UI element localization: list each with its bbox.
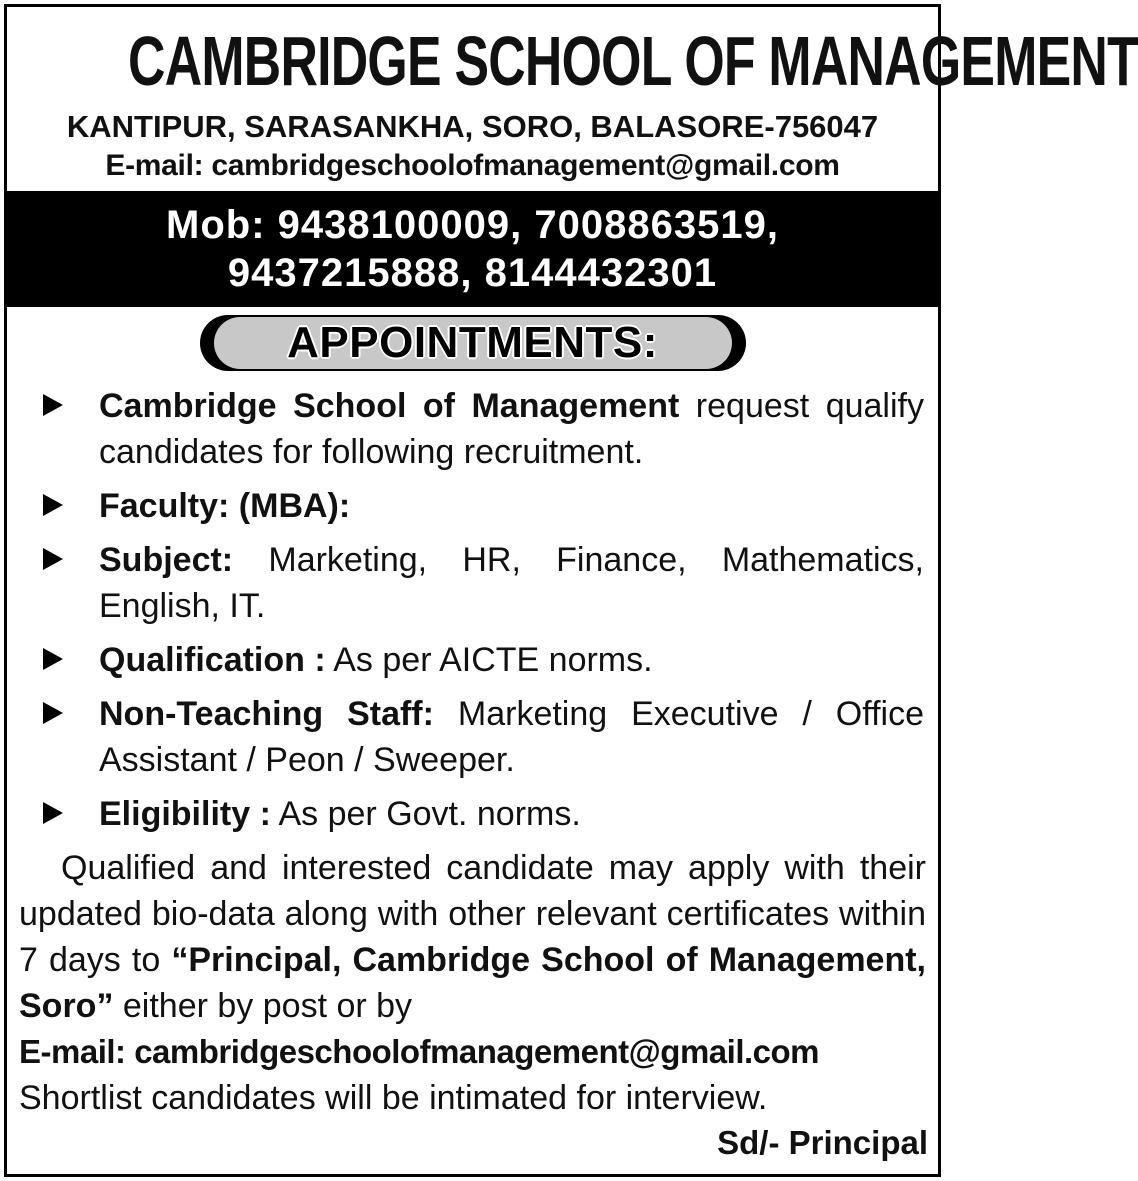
paragraph-text-end: either by post or by (113, 987, 413, 1025)
list-item-detail: request qualify candidates for following recruitment. (99, 387, 924, 471)
list-item-detail: Marketing Executive / Office Assistant / Peon / Sweeper. (99, 695, 924, 779)
list-item-bold: Qualification : (99, 641, 326, 679)
list-item-detail: Marketing, HR, Finance, Mathematics, English, IT. (99, 541, 924, 625)
list-item-bold: Eligibility : (99, 795, 271, 833)
paragraph-address: “Principal, Cambridge School of Management, Soro” (19, 941, 927, 1025)
school-address: KANTIPUR, SARASANKHA, SORO, BALASORE-756047 (66, 109, 879, 144)
banner-pill (200, 315, 746, 371)
appointments-banner (7, 315, 938, 371)
list-item (43, 483, 924, 529)
signature: Sd/- Principal (717, 1124, 928, 1161)
paragraph-email: E-mail: cambridgeschoolofmanagement@gmail.com (19, 1033, 820, 1070)
list-item-detail: As per AICTE norms. (325, 641, 653, 679)
list-item (43, 637, 924, 683)
list-item-bold: Faculty: (MBA): (99, 487, 351, 525)
advertisement (4, 4, 1138, 1177)
school-email: E-mail: cambridgeschoolofmanagement@gmail.com (105, 149, 840, 182)
school-title: CAMBRIDGE SCHOOL OF MANAGEMENT (128, 22, 1138, 100)
mobile-line-2: 9437215888, 8144432301 (227, 251, 718, 295)
header (7, 21, 1138, 185)
list-item-bold: Non-Teaching Staff: (99, 695, 434, 733)
list-item (43, 383, 924, 475)
triangle-bullet-icon (43, 648, 63, 670)
mobile-numbers-bar (4, 191, 941, 307)
application-paragraph (19, 845, 926, 1029)
list-item (43, 791, 924, 837)
list-item-detail: As per Govt. norms. (270, 795, 581, 833)
list-item-text (99, 637, 924, 683)
triangle-bullet-icon (43, 394, 63, 416)
mobile-line-1: Mob: 9438100009, 7008863519, (166, 203, 779, 247)
list-item-text (99, 383, 924, 475)
list-item-bold: Cambridge School of Management (99, 387, 680, 425)
list-item-bold: Subject: (99, 541, 234, 579)
list-item-text (99, 691, 924, 783)
banner-label: APPOINTMENTS: (287, 318, 658, 367)
list-item-text (99, 537, 924, 629)
list-item-text (99, 791, 924, 837)
triangle-bullet-icon (43, 802, 63, 824)
triangle-bullet-icon (43, 548, 63, 570)
paragraph-last-line: Shortlist candidates will be intimated for interview. (19, 1079, 768, 1117)
list-item (43, 537, 924, 629)
triangle-bullet-icon (43, 494, 63, 516)
list-item (43, 691, 924, 783)
list-item-text (99, 483, 924, 529)
requirements-list (43, 383, 924, 837)
paragraph-text: Qualified and interested candidate may apply with their updated bio-data along with other relevant certificates within 7 days to (19, 849, 926, 979)
triangle-bullet-icon (43, 702, 63, 724)
